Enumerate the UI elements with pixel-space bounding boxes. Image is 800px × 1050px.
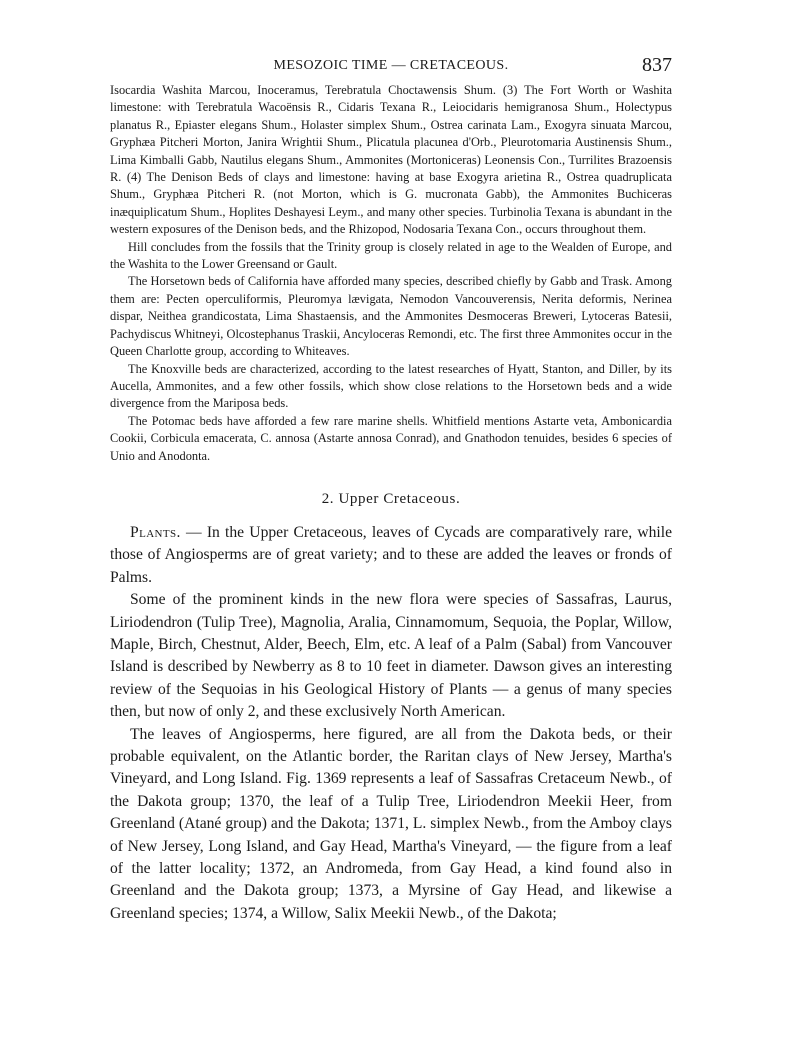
- page-header: [110, 52, 672, 82]
- fossil-list-paragraph: Isocardia Washita Marcou, Inoceramus, Terebratula Choctawensis Shum. (3) The Fort Worth or Washita limestone: with Terebratula Wacoënsis R., Cidaris Texana R., Leiocidaris hemigranosa Shum., Holectypus planatus R., Epiaster elegans Shum., Holaster simplex Shum., Ostrea carinata Lam., Exogyra sinuata Marcou, Gryphæa Pitcheri Morton, Janira Wrightii Shum., Plicatula placunea d'Orb., Pleurotomaria Austinensis Shum., Lima Kimballi Gabb, Nautilus elegans Shum., Ammonites (Mortoniceras) Leonensis Con., Turrilites Brazoensis R. (4) The Denison Beds of clays and limestone: having at base Exogyra arietina R., Ostrea quadruplicata Shum., Gryphæa Pitcheri R. (not Morton, which is G. mucronata Gabb), the Ammonites Buchiceras inæquiplicatum Shum., Hoplites Deshayesi Leym., and many other species. Turbinolia Texana is abundant in the western exposures of the Denison beds, and the Rhizopod, Nodosaria Texana Con., occurs throughout them.: [110, 83, 672, 237]
- knoxville-beds-paragraph: The Knoxville beds are characterized, according to the latest researches of Hyatt, Stanton, and Diller, by its Aucella, Ammonites, and a few other fossils, which show close relations to the Horsetown beds and a wide divergence from the Mariposa beds.: [110, 361, 672, 411]
- page-number: 837: [642, 54, 672, 76]
- hill-conclusion-paragraph: Hill concludes from the fossils that the Trinity group is closely related in age to the Wealden of Europe, and the Washita to the Lower Greensand or Gault.: [110, 239, 672, 272]
- running-title: MESOZOIC TIME — CRETACEOUS.: [273, 58, 509, 73]
- upper-cretaceous-body: [110, 522, 672, 925]
- angiosperm-leaves-paragraph: The leaves of Angiosperms, here figured, are all from the Dakota beds, or their probable equivalent, on the Atlantic border, the Raritan clays of New Jersey, Martha's Vineyard, and Long Island. Fig. 1369 represents a leaf of Sassafras Cretaceum Newb., of the Dakota group; 1370, the leaf of a Tulip Tree, Liriodendron Meekii Heer, from Greenland (Atané group) and the Dakota; 1371, L. simplex Newb., from the Amboy clays of New Jersey, Long Island, and Gay Head, Martha's Vineyard, — the figure from a leaf of the latter locality; 1372, an Andromeda, from Gay Head, a kind found also in Greenland and the Dakota group; 1373, a Myrsine of Gay Head, and likewise a Greenland species; 1374, a Willow, Salix Meekii Newb., of the Dakota;: [110, 725, 672, 922]
- section-heading: 2. Upper Cretaceous.: [321, 490, 461, 507]
- potomac-beds-paragraph: The Potomac beds have afforded a few rare marine shells. Whitfield mentions Astarte veta, Ambonicardia Cookii, Corbicula emacerata, C. annosa (Astarte annosa Conrad), and Gnathodon tenuides, besides 6 species of Unio and Anodonta.: [110, 413, 672, 463]
- plants-paragraph: [110, 522, 672, 589]
- lower-cretaceous-continuation: [110, 82, 672, 465]
- plants-text: — In the Upper Cretaceous, leaves of Cycads are comparatively rare, while those of Angiosperms are of great variety; and to these are added the leaves or fronds of Palms.: [110, 523, 672, 586]
- book-page: [110, 52, 672, 925]
- horsetown-beds-paragraph: The Horsetown beds of California have afforded many species, described chiefly by Gabb and Trask. Among them are: Pecten operculiformis, Pleuromya lævigata, Nemodon Vancouverensis, Nerita deformis, Nerinea dispar, Neithea grandicostata, Lima Shastaensis, and the Ammonites Desmoceras Breweri, Lytoceras Batesii, Pachydiscus Whitneyi, Olcostephanus Traskii, Ancyloceras Remondi, etc. The first three Ammonites occur in the Queen Charlotte group, according to Whiteaves.: [110, 274, 672, 359]
- plants-label: Plants.: [130, 523, 181, 541]
- flora-paragraph: Some of the prominent kinds in the new flora were species of Sassafras, Laurus, Liriodendron (Tulip Tree), Magnolia, Aralia, Cinnamomum, Sequoia, the Poplar, Willow, Maple, Birch, Chestnut, Alder, Beech, Elm, etc. A leaf of a Palm (Sabal) from Vancouver Island is described by Newberry as 8 to 10 feet in diameter. Dawson gives an interesting review of the Sequoias in his Geological History of Plants — a genus of many species then, but now of only 2, and these exclusively North American.: [110, 591, 672, 721]
